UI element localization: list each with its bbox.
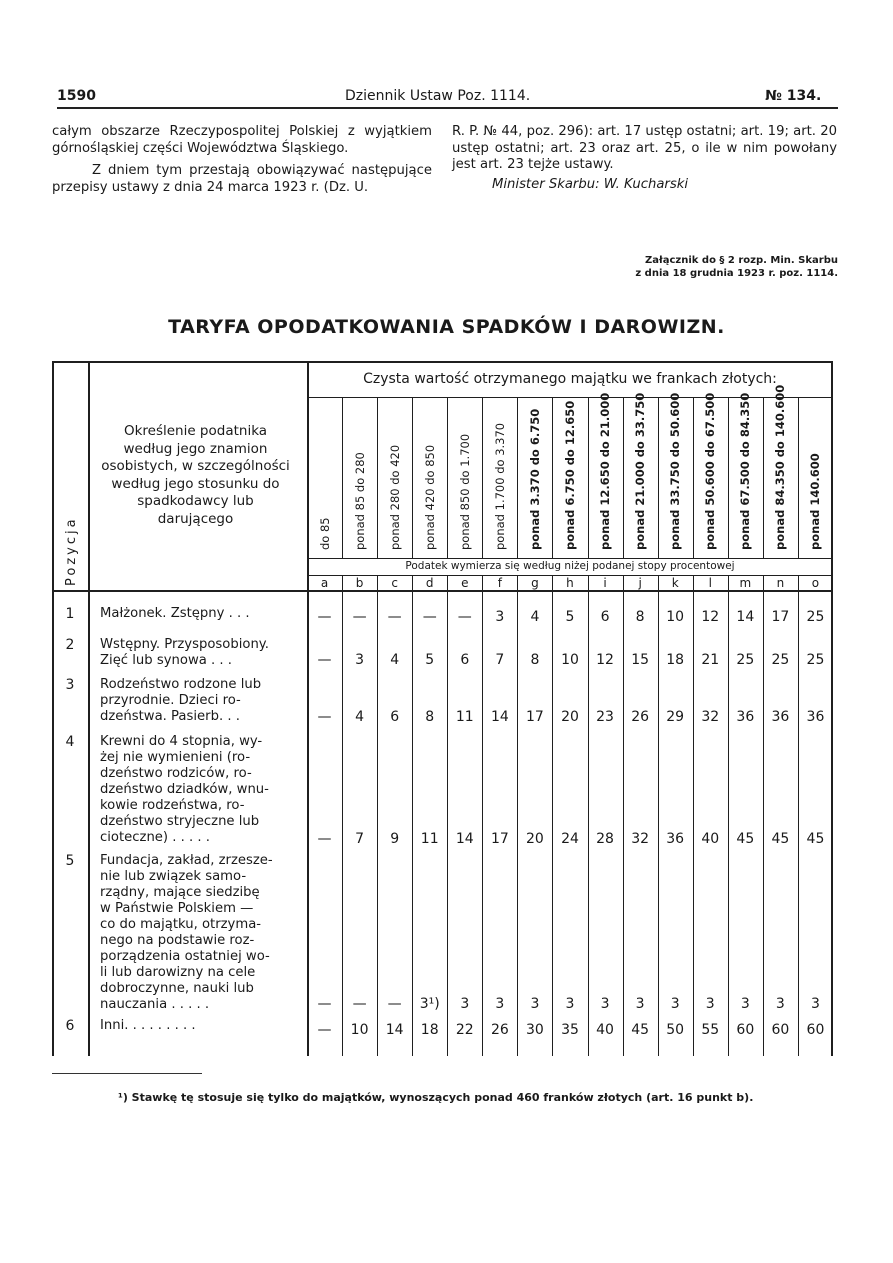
column-letter: n (776, 576, 785, 590)
bracket-label: ponad 85 do 280 (352, 452, 367, 550)
value-divider (623, 575, 624, 1056)
rate-value: 3 (495, 996, 505, 1012)
row-description-line: kowie rodzeństwa, ro- (100, 798, 245, 813)
rate-value: 32 (631, 831, 650, 847)
bracket-label: ponad 140.600 (808, 453, 823, 550)
row-description-line: dzeństwo rodziców, ro- (100, 766, 252, 781)
rate-value: 18 (420, 1022, 439, 1038)
header-rule (57, 107, 838, 109)
bracket-label: ponad 6.750 do 12.650 (563, 400, 577, 550)
table-left-rule (52, 361, 54, 1056)
rate-value: 14 (385, 1022, 404, 1038)
value-divider (412, 575, 413, 1056)
rate-value: 24 (561, 831, 579, 847)
column-letter: o (811, 576, 820, 590)
row-description-line: nauczania . . . . . (100, 997, 210, 1012)
rate-value: 8 (635, 609, 645, 625)
column-letter: l (708, 576, 712, 590)
rate-value: 36 (771, 709, 790, 725)
value-header-rule (307, 397, 833, 398)
pozycja-rule (88, 361, 90, 1056)
value-divider (377, 575, 378, 1056)
rate-value: 6 (390, 709, 400, 725)
column-letter: h (566, 576, 574, 590)
column-letter: g (531, 576, 539, 590)
bracket-divider (798, 397, 799, 558)
rate-value: 23 (596, 709, 614, 725)
column-letter: m (739, 576, 752, 590)
column-letter: e (461, 576, 469, 590)
rate-value: 17 (526, 709, 544, 725)
rate-value: — (317, 609, 332, 625)
rate-value: 4 (355, 709, 365, 725)
value-divider (658, 575, 659, 1056)
rate-value: 10 (561, 652, 579, 668)
value-divider (447, 575, 448, 1056)
row-description-line: co do majątku, otrzyma- (100, 917, 262, 932)
rate-value: 3 (495, 609, 505, 625)
row-position: 1 (65, 606, 75, 622)
bracket-divider (377, 397, 378, 558)
bracket-label: ponad 67.500 do 84.350 (738, 392, 753, 550)
rate-value: 11 (420, 831, 439, 847)
rate-value: 4 (390, 652, 400, 668)
bracket-divider (693, 397, 694, 558)
rate-value: 17 (490, 831, 509, 847)
rate-value: 36 (736, 709, 755, 725)
rate-value: 7 (355, 831, 365, 847)
rate-value: — (317, 1022, 332, 1038)
row-position: 2 (65, 637, 75, 653)
row-description-line: Fundacja, zakład, zrzesze- (100, 853, 273, 868)
row-description-line: Rodzeństwo rodzone lub (100, 677, 262, 692)
rate-value: 15 (631, 652, 650, 668)
rate-value: 35 (561, 1022, 579, 1038)
pozycja-label: Pozycja (64, 516, 79, 586)
bracket-label: ponad 3.370 do 6.750 (527, 408, 542, 550)
column-letter: c (391, 576, 398, 590)
bracket-divider (763, 397, 764, 558)
rate-value: 25 (806, 652, 825, 668)
bracket-label: ponad 420 do 850 (422, 444, 437, 550)
rate-value: 30 (526, 1022, 544, 1038)
row-description-line: dzeństwo dziadków, wnu- (100, 782, 269, 797)
rate-value: — (352, 996, 367, 1012)
rate-value: 26 (631, 709, 650, 725)
rate-value: 20 (526, 831, 544, 847)
rate-value: 10 (350, 1022, 369, 1038)
rate-value: 6 (600, 609, 610, 625)
rate-value: 17 (771, 609, 790, 625)
rate-value: 3 (810, 996, 820, 1012)
bracket-label: ponad 280 do 420 (387, 444, 402, 550)
rate-value: 28 (596, 831, 614, 847)
rate-value: — (317, 831, 332, 847)
bracket-label: ponad 12.650 do 21.000 (598, 392, 613, 550)
value-divider (763, 575, 764, 1056)
rate-header-rule (307, 558, 833, 559)
rate-value: 3 (670, 996, 680, 1012)
rate-value: 3 (355, 652, 365, 668)
row-description-line: Wstępny. Przysposobiony. (100, 637, 269, 652)
bracket-divider (482, 397, 483, 558)
rate-value: 12 (701, 609, 720, 625)
row-description-line: Krewni do 4 stopnia, wy- (100, 734, 263, 749)
rate-value: — (317, 996, 332, 1012)
rate-value: 29 (666, 709, 685, 725)
bracket-label: ponad 33.750 do 50.600 (668, 392, 683, 550)
row-description-line: cioteczne) . . . . . (100, 830, 210, 845)
row-description-line: w Państwie Polskiem — (100, 901, 254, 916)
column-letter: f (497, 576, 502, 590)
rate-value: — (317, 709, 332, 725)
value-divider (552, 575, 553, 1056)
rate-value: 60 (771, 1022, 790, 1038)
page-number: 1590 (57, 88, 96, 104)
row-description-line: dobroczynne, nauki lub (100, 981, 254, 996)
column-letter: d (425, 576, 434, 590)
rate-value: — (422, 609, 437, 625)
bracket-label: ponad 850 do 1.700 (457, 433, 472, 550)
row-position: 4 (65, 734, 75, 750)
rate-value: 5 (425, 652, 435, 668)
value-divider (588, 575, 589, 1056)
rate-value: 50 (666, 1022, 685, 1038)
left-text-column (52, 124, 432, 196)
rate-value: — (457, 609, 472, 625)
row-description-line: Zięć lub synowa . . . (100, 653, 232, 668)
rate-value: 14 (736, 609, 755, 625)
right-paragraph-1: R. P. № 44, poz. 296): art. 17 ustęp ostatni; art. 19; art. 20 ustęp ostatni; art. 23 oraz art. 25, o ile w nim powołany jest art. 23 tejże ustawy. (452, 124, 837, 172)
row-description-line: dzeństwo stryjeczne lub (100, 814, 260, 829)
row-description-line: porządzenia ostatniej wo- (100, 949, 270, 964)
row-position: 5 (65, 853, 75, 869)
footnote: ¹) Stawkę tę stosuje się tylko do majątków, wynoszących ponad 460 franków złotych (art. 16 punkt b). (118, 1091, 754, 1104)
left-paragraph-2: Z dniem tym przestają obowiązywać następujące przepisy ustawy z dnia 24 marca 1923 r. (Dz. U. (52, 163, 432, 195)
bracket-divider (728, 397, 729, 558)
rate-value: 36 (666, 831, 685, 847)
rate-value: 20 (561, 709, 579, 725)
rate-value: 8 (530, 652, 540, 668)
bracket-label: ponad 1.700 do 3.370 (492, 422, 507, 550)
table-header-rule (52, 590, 833, 592)
row-description-line: nego na podstawie roz- (100, 933, 255, 948)
column-letter: j (638, 576, 642, 590)
row-description-line: Małżonek. Zstępny . . . (100, 606, 250, 621)
rate-value: — (387, 609, 402, 625)
row-description-line: rządny, mające siedzibę (100, 885, 260, 900)
rate-value: 14 (490, 709, 509, 725)
rate-value: 45 (631, 1022, 650, 1038)
rate-value: 60 (806, 1022, 825, 1038)
row-description-line: nie lub związek samo- (100, 869, 247, 884)
bracket-divider (342, 397, 343, 558)
rate-value: 55 (701, 1022, 720, 1038)
signature: Minister Skarbu: W. Kucharski (492, 176, 688, 192)
rate-value: 5 (565, 609, 575, 625)
rate-value: — (352, 609, 367, 625)
rate-value: 12 (596, 652, 614, 668)
rate-header: Podatek wymierza się według niżej podanej stopy procentowej (405, 560, 735, 572)
rate-value: 3¹) (419, 996, 440, 1012)
rate-value: 6 (460, 652, 470, 668)
bracket-divider (623, 397, 624, 558)
bracket-label: ponad 21.000 do 33.750 (633, 392, 648, 550)
rate-value: — (317, 652, 332, 668)
annex-line-2: z dnia 18 grudnia 1923 r. poz. 1114. (635, 268, 838, 279)
bracket-divider (447, 397, 448, 558)
rate-value: 3 (705, 996, 715, 1012)
column-letter: k (671, 576, 679, 590)
value-divider (798, 575, 799, 1056)
issue-number: № 134. (765, 88, 822, 104)
value-divider (482, 575, 483, 1056)
value-divider (342, 575, 343, 1056)
rate-value: 3 (600, 996, 610, 1012)
row-description-line: li lub darowizny na cele (100, 965, 256, 980)
rate-value: 21 (701, 652, 720, 668)
bracket-label: ponad 84.350 do 140.600 (773, 384, 788, 550)
value-divider (693, 575, 694, 1056)
bracket-label: do 85 (317, 517, 332, 550)
column-letter: b (355, 576, 364, 590)
tariff-title: TARYFA OPODATKOWANIA SPADKÓW I DAROWIZN. (168, 316, 725, 338)
rate-value: 26 (490, 1022, 509, 1038)
rate-value: 22 (455, 1022, 474, 1038)
row-description-line: przyrodnie. Dzieci ro- (100, 693, 241, 708)
rate-value: 18 (666, 652, 685, 668)
rate-value: 25 (806, 609, 825, 625)
row-description-line: dzeństwa. Pasierb. . . (100, 709, 240, 724)
rate-value: 11 (455, 709, 474, 725)
row-description-line: Inni. . . . . . . . . (100, 1018, 196, 1033)
annex-note (555, 254, 838, 280)
tariff-table (52, 361, 833, 1056)
bracket-divider (517, 397, 518, 558)
right-text-column (452, 124, 837, 193)
table-top-rule (52, 361, 833, 363)
bracket-divider (412, 397, 413, 558)
description-header: Określenie podatnika według jego znamion osobistych, w szczególności według jego stosunku do spadkodawcy lub darującego (101, 423, 290, 527)
bracket-divider (588, 397, 589, 558)
rate-value: 40 (701, 831, 720, 847)
rate-value: 3 (565, 996, 575, 1012)
column-letter: i (603, 576, 607, 590)
rate-value: 3 (460, 996, 470, 1012)
rate-value: 32 (701, 709, 720, 725)
rate-value: 45 (736, 831, 755, 847)
journal-title: Dziennik Ustaw Poz. 1114. (345, 88, 531, 104)
bracket-divider (552, 397, 553, 558)
rate-value: 3 (775, 996, 785, 1012)
rate-value: 60 (736, 1022, 755, 1038)
rate-value: 14 (455, 831, 474, 847)
rate-value: 25 (771, 652, 790, 668)
rate-value: 3 (530, 996, 540, 1012)
row-description-line: żej nie wymienieni (ro- (100, 750, 251, 765)
bracket-label: ponad 50.600 do 67.500 (703, 392, 718, 550)
rate-value: 40 (596, 1022, 614, 1038)
rate-value: 3 (740, 996, 750, 1012)
bracket-divider (658, 397, 659, 558)
left-paragraph-1: całym obszarze Rzeczypospolitej Polskiej z wyjątkiem górnośląskiej części Województwa Śląskiego. (52, 124, 432, 156)
annex-line-1: Załącznik do § 2 rozp. Min. Skarbu (645, 255, 838, 266)
rate-value: 45 (806, 831, 825, 847)
value-divider (517, 575, 518, 1056)
rate-value: 36 (806, 709, 825, 725)
row-position: 6 (65, 1018, 75, 1034)
rate-value: 25 (736, 652, 755, 668)
rate-value: 7 (495, 652, 505, 668)
value-divider (728, 575, 729, 1056)
rate-value: 45 (771, 831, 790, 847)
row-position: 3 (65, 677, 75, 693)
value-header: Czysta wartość otrzymanego majątku we frankach złotych: (363, 371, 777, 387)
footnote-rule (52, 1073, 202, 1074)
rate-value: 9 (390, 831, 400, 847)
rate-value: 3 (635, 996, 645, 1012)
column-letter: a (320, 576, 329, 590)
rate-value: 4 (530, 609, 540, 625)
rate-value: 8 (425, 709, 435, 725)
rate-value: — (387, 996, 402, 1012)
rate-value: 10 (666, 609, 685, 625)
